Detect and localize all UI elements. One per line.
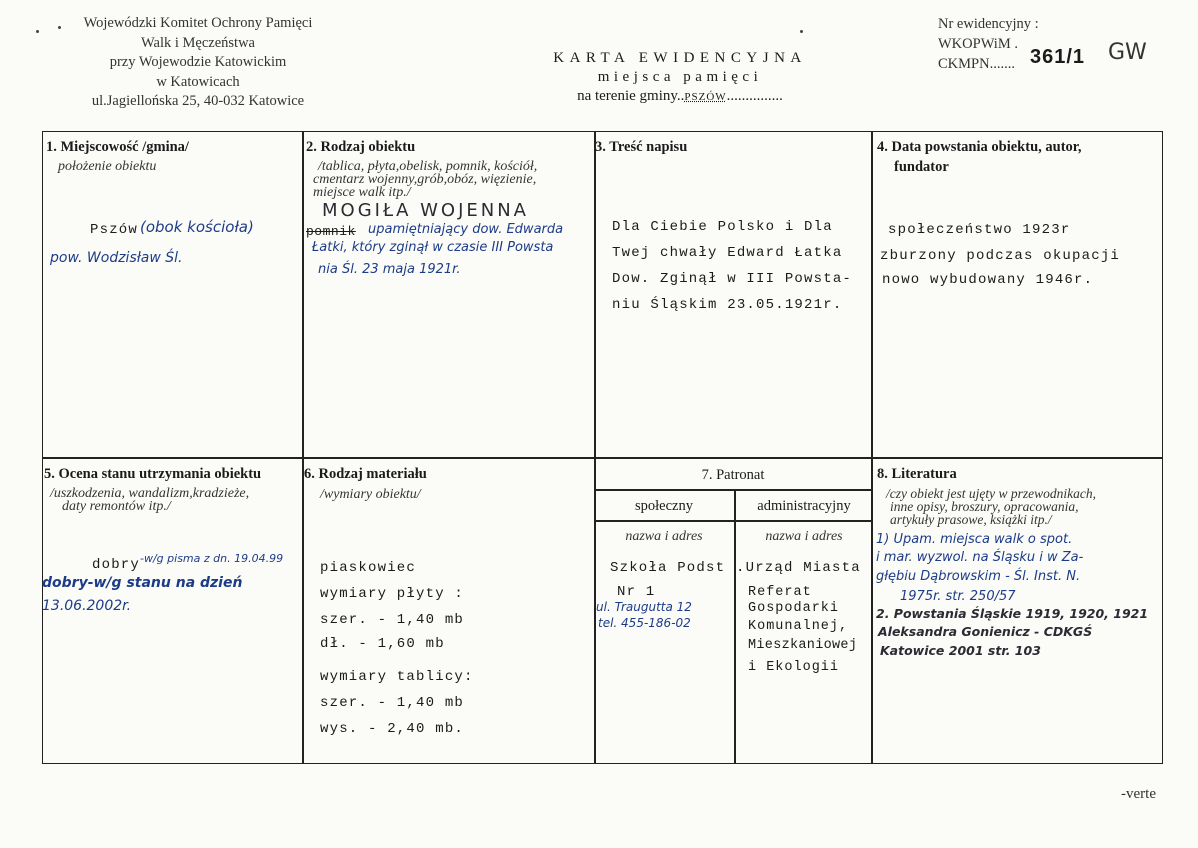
- cell-8-handwriting: 1) Upam. miejsca walk o spot.: [876, 532, 1073, 547]
- cell-6-subtitle: /wymiary obiektu/: [320, 487, 421, 502]
- cell-6-text-line: wymiary płyty :: [320, 586, 465, 602]
- registry-number: 361/1: [1030, 46, 1086, 68]
- cell-5-handwriting: -w/g pisma z dn. 19.04.99: [140, 552, 284, 565]
- issuer-line: ul.Jagiellońska 25, 40-032 Katowice: [91, 93, 305, 110]
- row-divider: [42, 457, 1163, 459]
- cell-5-subtitle: /uszkodzenia, wandalizm,kradzieże,: [50, 486, 250, 501]
- patronat-admin-line: Gospodarki: [748, 601, 840, 616]
- patronat-admin-line: Komunalnej,: [748, 619, 849, 634]
- registry-initials: GW: [1108, 40, 1147, 65]
- cell-6-text-line: szer. - 1,40 mb: [320, 695, 465, 711]
- registry-ckmpn-prefix: CKMPN.......: [938, 56, 1015, 72]
- cell-2-title: 2. Rodzaj obiektu: [306, 139, 416, 155]
- issuer-line: przy Wojewodzie Katowickim: [109, 54, 287, 71]
- patronat-social-subtitle: nazwa i adres: [625, 529, 703, 544]
- cell-6-text-line: szer. - 1,40 mb: [320, 612, 465, 628]
- cell-2-subtitle: cmentarz wojenny,grób,obóz, więzienie,: [313, 172, 537, 187]
- cell-3-text-line: Twej chwały Edward Łatka: [612, 245, 843, 261]
- cell-1-handwriting: (obok kościoła): [140, 218, 254, 236]
- cell-5-handwriting: 13.06.2002r.: [42, 598, 132, 614]
- cell-8-handwriting: 2. Powstania Śląskie 1919, 1920, 1921: [876, 606, 1149, 621]
- cell-6-text-line: wys. - 2,40 mb.: [320, 721, 465, 737]
- document-subtitle: miejsca pamięci: [597, 69, 763, 85]
- cell-4-title: fundator: [894, 159, 949, 175]
- patronat-admin-line: Referat: [748, 585, 812, 600]
- cell-8-subtitle: artykuły prasowe, książki itp./: [890, 512, 1052, 527]
- patronat-social-typed: Szkoła Podst: [610, 560, 726, 576]
- cell-1-title: 1. Miejscowość /gmina/: [46, 139, 189, 155]
- patronat-social-handwriting: tel. 455-186-02: [598, 616, 691, 630]
- cell-4-title: 4. Data powstania obiektu, autor,: [877, 139, 1082, 155]
- cell-1-handwriting: pow. Wodzisław Śl.: [50, 250, 183, 266]
- cell-2-struck-typed: pomnik: [306, 224, 356, 239]
- patronat-rule: [594, 520, 872, 522]
- column-divider: [302, 131, 304, 764]
- gmina-value: PSZÓW: [684, 91, 727, 103]
- cell-6-title: 6. Rodzaj materiału: [304, 466, 427, 482]
- document-title-block: [420, 50, 940, 105]
- patronat-social-handwriting: ul. Traugutta 12: [596, 600, 692, 614]
- patronat-admin-subtitle: nazwa i adres: [765, 529, 843, 544]
- registry-number-block: [938, 14, 1039, 74]
- document-title: KARTA EWIDENCYJNA: [553, 50, 807, 66]
- cell-2-handwriting: upamiętniający dow. Edwarda: [368, 222, 564, 237]
- scan-speck: [36, 30, 39, 33]
- patronat-social-typed: Nr 1: [617, 584, 656, 600]
- cell-5-typed: dobry: [92, 557, 141, 573]
- cell-4-text-line: nowo wybudowany 1946r.: [882, 272, 1094, 288]
- cell-8-handwriting: 1975r. str. 250/57: [900, 589, 1016, 604]
- verte-note: -verte: [1121, 786, 1156, 802]
- patronat-admin-line: .Urząd Miasta: [736, 560, 861, 576]
- gmina-suffix: ...............: [726, 88, 783, 104]
- cell-2-handwriting: Łatki, który zginął w czasie III Powsta: [312, 240, 554, 255]
- cell-8-handwriting: Katowice 2001 str. 103: [880, 643, 1041, 658]
- cell-8-title: 8. Literatura: [877, 466, 957, 482]
- cell-2-handwriting: nia Śl. 23 maja 1921r.: [318, 262, 461, 277]
- cell-8-handwriting: Aleksandra Gonienicz - CDKGŚ: [878, 624, 1093, 639]
- cell-4-text-line: społeczeństwo 1923r: [888, 222, 1071, 238]
- registry-label: Nr ewidencyjny :: [938, 16, 1039, 32]
- patronat-social-header: społeczny: [635, 498, 693, 514]
- cell-2-subtitle: /tablica, płyta,obelisk, pomnik, kościół,: [318, 159, 538, 174]
- cell-5-handwriting: dobry-w/g stanu na dzień: [42, 575, 243, 591]
- patronat-rule: [594, 489, 872, 491]
- scan-speck: [800, 30, 803, 33]
- patronat-admin-header: administracyjny: [757, 498, 851, 514]
- cell-2-handwriting-caps: MOGIŁA WOJENNA: [322, 200, 529, 221]
- cell-6-text-line: dł. - 1,60 mb: [320, 636, 445, 652]
- registry-line-wkopwim: WKOPWiM .: [938, 36, 1018, 52]
- registry-line-ckmpn: [938, 54, 1039, 74]
- cell-6-text-line: wymiary tablicy:: [320, 669, 474, 685]
- cell-1-typed: Pszów: [90, 222, 139, 238]
- cell-7-title: 7. Patronat: [701, 467, 765, 483]
- cell-5-title: 5. Ocena stanu utrzymania obiektu: [44, 466, 262, 482]
- issuer-line: w Katowicach: [156, 73, 240, 90]
- column-divider: [594, 131, 596, 764]
- cell-1-subtitle: położenie obiektu: [58, 159, 157, 174]
- column-divider: [871, 131, 873, 764]
- patronat-admin-line: Mieszkaniowej: [748, 638, 858, 653]
- cell-3-title: 3. Treść napisu: [595, 139, 688, 155]
- cell-8-subtitle: inne opisy, broszury, opracowania,: [890, 499, 1079, 514]
- issuer-line: Walk i Męczeństwa: [141, 34, 255, 51]
- gmina-prefix: na terenie gminy..: [577, 88, 685, 104]
- cell-3-text-line: Dla Ciebie Polsko i Dla: [612, 219, 833, 235]
- cell-4-text-line: zburzony podczas okupacji: [880, 248, 1121, 264]
- cell-3-text-line: niu Śląskim 23.05.1921r.: [612, 297, 843, 313]
- cell-3-text-line: Dow. Zginął w III Powsta-: [612, 271, 853, 287]
- cell-2-subtitle: miejsce walk itp./: [313, 185, 411, 200]
- issuer-block: [48, 14, 348, 112]
- cell-8-subtitle: /czy obiekt jest ujęty w przewodnikach,: [886, 486, 1096, 501]
- cell-8-handwriting: i mar. wyzwol. na Śląsku i w Za-: [876, 550, 1084, 565]
- gmina-line: [420, 88, 940, 105]
- cell-6-text-line: piaskowiec: [320, 560, 417, 576]
- issuer-line: Wojewódzki Komitet Ochrony Pamięci: [83, 15, 313, 31]
- cell-8-handwriting: głębiu Dąbrowskim - Śl. Inst. N.: [876, 569, 1081, 584]
- cell-5-subtitle: daty remontów itp./: [62, 499, 171, 514]
- patronat-admin-line: i Ekologii: [748, 660, 840, 675]
